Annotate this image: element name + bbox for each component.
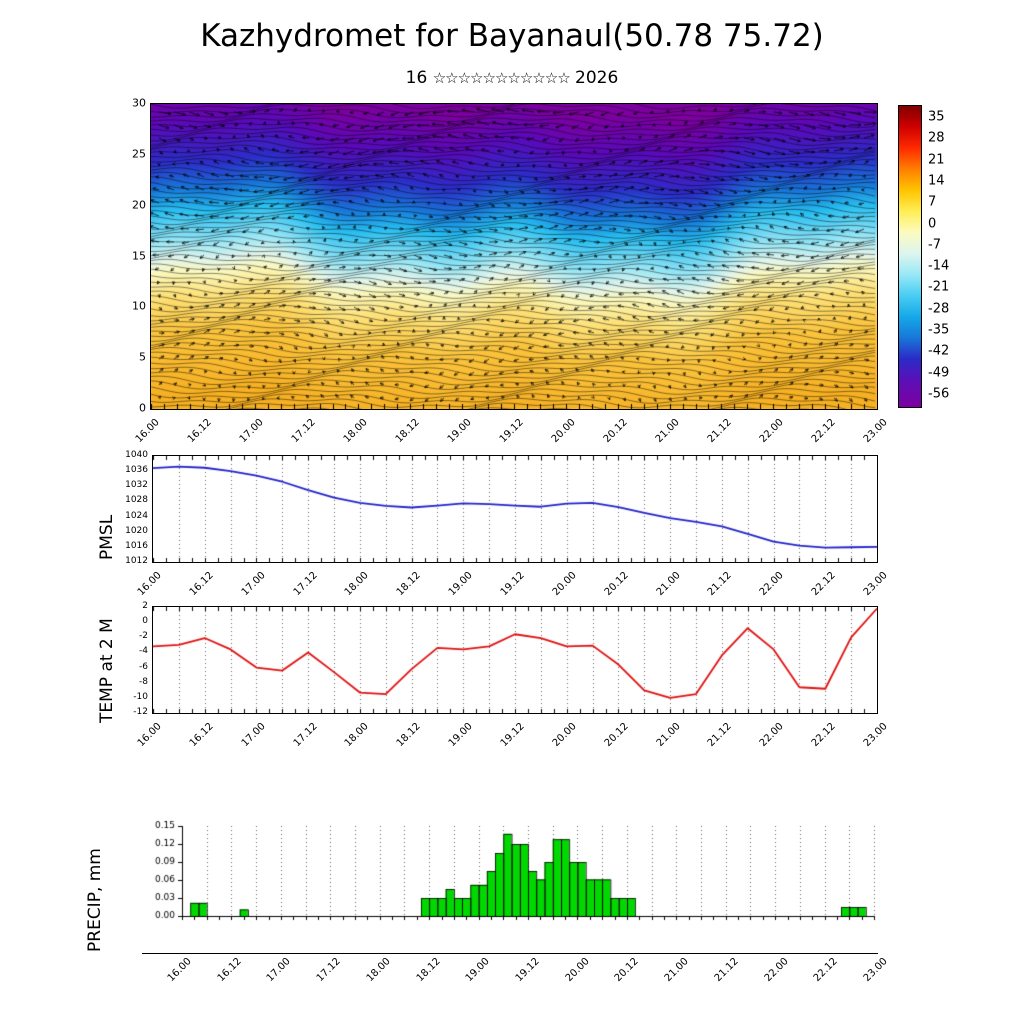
y-tick-label: 1040 [125,450,148,460]
colorbar-tick-label: 7 [928,194,937,210]
x-tick-label: 22.00 [757,417,786,446]
x-tick-label: 20.00 [563,956,592,985]
x-tick-label: 19.12 [513,956,542,985]
y-tick-label: -8 [139,676,148,687]
x-tick-label: 21.00 [653,417,682,446]
subtitle-stars: ☆☆☆☆☆☆☆☆☆☆☆ [432,69,570,87]
y-tick-label: 0 [142,616,148,627]
subtitle [0,68,1024,88]
x-tick-label: 18.00 [343,721,372,750]
precip-panel [142,814,878,954]
y-tick-label: 1012 [125,556,148,566]
colorbar-tick-label: -42 [928,343,950,359]
y-tick-label: -2 [139,631,148,642]
x-tick-label: 17.12 [291,570,320,599]
x-tick-label: 23.00 [861,956,890,985]
y-tick-label: 20 [132,198,146,212]
colorbar-tick-label: 14 [928,173,945,189]
precip-axis-label: PRECIP, mm [85,848,105,952]
subtitle-year: 2026 [575,68,619,88]
y-tick-label: -12 [133,707,148,717]
colorbar-tick-label: -7 [928,237,941,253]
y-tick-label: 1036 [125,465,148,476]
x-tick-label: 19.12 [498,721,527,750]
x-tick-label: 21.12 [706,721,735,750]
colorbar-tick-label: -56 [928,386,950,402]
colorbar-tick-label: -28 [928,301,950,317]
precip-plot [142,814,878,954]
x-tick-label: 17.12 [314,956,343,985]
x-tick-label: 20.00 [550,570,579,599]
x-tick-label: 17.00 [265,956,294,985]
y-tick-label: 1020 [125,525,148,536]
x-tick-label: 21.12 [712,956,741,985]
cross-section-panel [150,103,878,410]
x-tick-label: 18.12 [414,956,443,985]
x-tick-label: 17.12 [291,721,320,750]
x-tick-label: 20.12 [613,956,642,985]
x-tick-label: 16.12 [215,956,244,985]
x-tick-label: 16.00 [165,956,194,985]
colorbar-tick-label: -35 [928,322,950,338]
page-title: Kazhydromet for Bayanaul(50.78 75.72) [200,18,824,54]
x-tick-label: 23.00 [861,570,890,599]
x-tick-label: 19.12 [498,570,527,599]
x-tick-label: 21.00 [654,721,683,750]
x-tick-label: 20.00 [550,721,579,750]
x-tick-label: 21.12 [705,417,734,446]
x-tick-label: 21.00 [662,956,691,985]
temp-axis-label: TEMP at 2 M [97,618,117,723]
y-tick-label: 25 [132,147,146,161]
y-tick-label: 0 [139,401,146,415]
x-tick-label: 22.12 [812,956,841,985]
colorbar-tick-label: 21 [928,152,945,168]
y-tick-label: 1028 [125,495,148,506]
y-tick-label: 1032 [125,480,148,491]
x-tick-label: 21.12 [706,570,735,599]
x-tick-label: 20.12 [601,417,630,446]
x-tick-label: 17.12 [289,417,318,446]
temp-panel [152,606,878,714]
y-tick-label: -10 [133,691,148,702]
pmsl-axis-label: PMSL [97,514,117,560]
cross-section-plot [151,104,877,409]
x-tick-label: 22.00 [758,721,787,750]
pmsl-plot [153,456,877,562]
y-tick-label: 5 [139,350,146,364]
x-tick-label: 23.00 [861,721,890,750]
x-tick-label: 18.00 [364,956,393,985]
x-tick-label: 22.12 [809,570,838,599]
x-tick-label: 18.12 [393,417,422,446]
x-tick-label: 17.00 [239,721,268,750]
x-tick-label: 16.00 [135,721,164,750]
x-tick-label: 20.12 [602,721,631,750]
x-tick-label: 16.12 [187,721,216,750]
x-tick-label: 22.00 [762,956,791,985]
x-tick-label: 23.00 [861,417,890,446]
y-tick-label: 2 [142,601,148,611]
x-tick-label: 22.12 [809,721,838,750]
colorbar-tick-label: 35 [928,109,945,125]
x-tick-label: 18.00 [343,570,372,599]
colorbar-tick-label: -14 [928,258,950,274]
y-tick-label: 1016 [125,540,148,551]
x-tick-label: 19.00 [464,956,493,985]
x-tick-label: 20.12 [602,570,631,599]
x-tick-label: 16.12 [185,417,214,446]
colorbar-tick-label: 28 [928,130,945,146]
x-tick-label: 16.00 [133,417,162,446]
colorbar-tick-label: -21 [928,279,950,295]
colorbar-tick-label: 0 [928,216,937,232]
x-tick-label: 19.12 [497,417,526,446]
x-tick-label: 22.00 [758,570,787,599]
y-tick-label: -6 [139,661,148,672]
x-tick-label: 18.00 [341,417,370,446]
subtitle-day: 16 [405,68,428,88]
x-tick-label: 18.12 [395,570,424,599]
y-tick-label: 10 [132,299,146,313]
x-tick-label: 19.00 [446,721,475,750]
colorbar-tick-label: -49 [928,365,950,381]
temp-plot [153,607,877,713]
x-tick-label: 19.00 [445,417,474,446]
x-tick-label: 19.00 [446,570,475,599]
y-tick-label: -4 [139,646,148,657]
y-tick-label: 30 [132,96,146,110]
x-tick-label: 16.12 [187,570,216,599]
y-tick-label: 15 [132,249,146,262]
x-tick-label: 20.00 [549,417,578,446]
x-tick-label: 21.00 [654,570,683,599]
x-tick-label: 18.12 [395,721,424,750]
x-tick-label: 17.00 [239,570,268,599]
colorbar-gradient [898,105,922,408]
pmsl-panel [152,455,878,563]
x-tick-label: 17.00 [237,417,266,446]
x-tick-label: 16.00 [135,570,164,599]
x-tick-label: 22.12 [809,417,838,446]
y-tick-label: 1024 [125,510,148,521]
